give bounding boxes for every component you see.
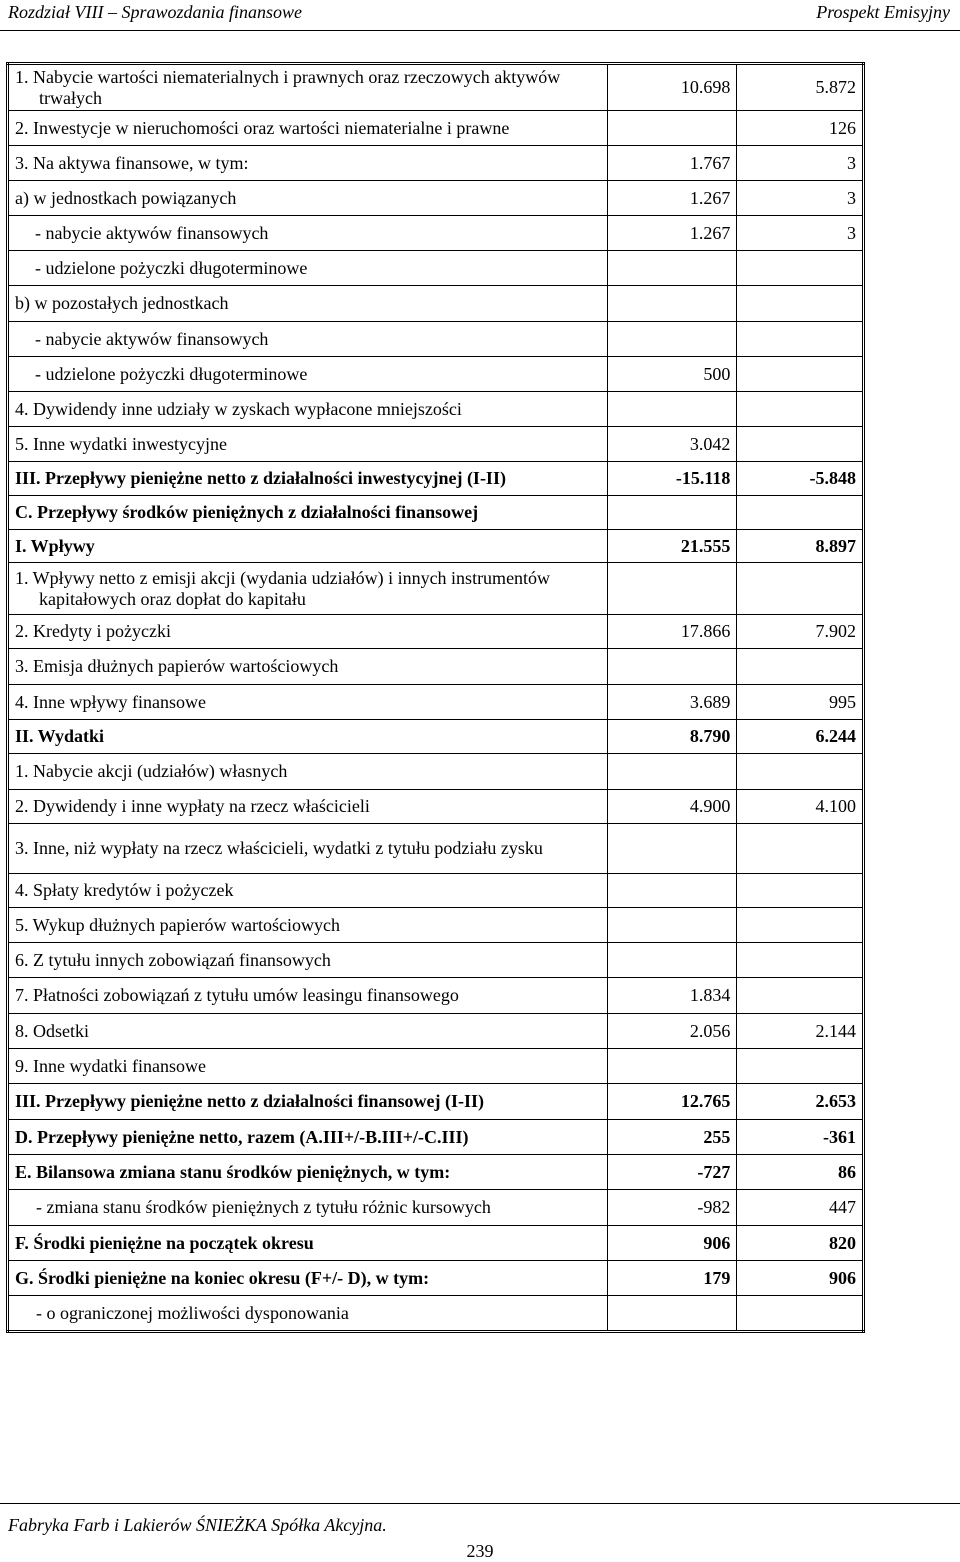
value-col1: 2.056 <box>607 1014 737 1049</box>
row-label: - udzielone pożyczki długoterminowe <box>8 357 608 392</box>
value-col1 <box>607 1049 737 1084</box>
value-col1: 1.834 <box>607 978 737 1014</box>
value-col1 <box>607 251 737 286</box>
value-col2: 126 <box>737 111 864 146</box>
value-col1: 1.267 <box>607 181 737 216</box>
row-label: 2. Dywidendy i inne wypłaty na rzecz właścicieli <box>8 790 608 824</box>
value-col2 <box>737 286 864 322</box>
table-row <box>8 462 864 496</box>
value-col1: 255 <box>607 1120 737 1155</box>
value-col1: 10.698 <box>607 64 737 111</box>
table-row <box>8 1190 864 1226</box>
value-col2 <box>737 754 864 790</box>
table-row <box>8 1261 864 1296</box>
value-col1 <box>607 1296 737 1332</box>
value-col1: -15.118 <box>607 462 737 496</box>
table-row <box>8 563 864 615</box>
value-col1: -982 <box>607 1190 737 1226</box>
value-col1: 12.765 <box>607 1084 737 1120</box>
value-col2: 7.902 <box>737 615 864 649</box>
value-col2: 3 <box>737 181 864 216</box>
row-label: 4. Inne wpływy finansowe <box>8 685 608 720</box>
table-row <box>8 720 864 754</box>
table-row <box>8 1120 864 1155</box>
row-label: a) w jednostkach powiązanych <box>8 181 608 216</box>
value-col1 <box>607 563 737 615</box>
table-row <box>8 392 864 427</box>
row-label: 2. Kredyty i pożyczki <box>8 615 608 649</box>
row-label: 3. Na aktywa finansowe, w tym: <box>8 146 608 181</box>
table-row <box>8 1296 864 1332</box>
header-rule <box>0 30 960 31</box>
value-col1 <box>607 649 737 685</box>
table-row <box>8 216 864 251</box>
table-row <box>8 286 864 322</box>
table-row <box>8 754 864 790</box>
value-col2: 4.100 <box>737 790 864 824</box>
table-row <box>8 64 864 111</box>
footer-rule <box>0 1503 960 1504</box>
value-col1: 21.555 <box>607 530 737 563</box>
cash-flow-table <box>6 62 865 1333</box>
table-row <box>8 978 864 1014</box>
table-row <box>8 1226 864 1261</box>
row-label: - nabycie aktywów finansowych <box>8 322 608 357</box>
row-label: I. Wpływy <box>8 530 608 563</box>
table-row <box>8 251 864 286</box>
row-label: G. Środki pieniężne na koniec okresu (F+/- D), w tym: <box>8 1261 608 1296</box>
value-col1: 3.689 <box>607 685 737 720</box>
row-label: - nabycie aktywów finansowych <box>8 216 608 251</box>
value-col2 <box>737 322 864 357</box>
value-col2: 906 <box>737 1261 864 1296</box>
value-col2: 2.144 <box>737 1014 864 1049</box>
row-label: 4. Dywidendy inne udziały w zyskach wypłacone mniejszości <box>8 392 608 427</box>
value-col1: 8.790 <box>607 720 737 754</box>
table-row <box>8 824 864 874</box>
row-label: 1. Nabycie akcji (udziałów) własnych <box>8 754 608 790</box>
value-col2 <box>737 427 864 462</box>
value-col2: 820 <box>737 1226 864 1261</box>
value-col2: -5.848 <box>737 462 864 496</box>
row-label: - o ograniczonej możliwości dysponowania <box>8 1296 608 1332</box>
table-row <box>8 1014 864 1049</box>
table-row <box>8 530 864 563</box>
value-col1 <box>607 111 737 146</box>
row-label: II. Wydatki <box>8 720 608 754</box>
value-col2: -361 <box>737 1120 864 1155</box>
table-row <box>8 322 864 357</box>
value-col2 <box>737 357 864 392</box>
value-col2: 5.872 <box>737 64 864 111</box>
row-label: 3. Inne, niż wypłaty na rzecz właścicieli, wydatki z tytułu podziału zysku <box>8 824 608 874</box>
value-col2 <box>737 496 864 530</box>
value-col1: 1.767 <box>607 146 737 181</box>
row-label: 1. Nabycie wartości niematerialnych i prawnych oraz rzeczowych aktywów trwałych <box>8 64 608 111</box>
value-col1 <box>607 286 737 322</box>
table-row <box>8 111 864 146</box>
value-col1: 1.267 <box>607 216 737 251</box>
value-col2 <box>737 874 864 908</box>
value-col2 <box>737 908 864 943</box>
table-row <box>8 1049 864 1084</box>
table-row <box>8 790 864 824</box>
row-label: 8. Odsetki <box>8 1014 608 1049</box>
value-col1 <box>607 824 737 874</box>
table-row <box>8 649 864 685</box>
value-col1 <box>607 322 737 357</box>
row-label: 4. Spłaty kredytów i pożyczek <box>8 874 608 908</box>
value-col1: -727 <box>607 1155 737 1190</box>
value-col1: 3.042 <box>607 427 737 462</box>
value-col2 <box>737 251 864 286</box>
value-col2 <box>737 978 864 1014</box>
value-col2: 6.244 <box>737 720 864 754</box>
value-col2 <box>737 824 864 874</box>
value-col2: 8.897 <box>737 530 864 563</box>
value-col2 <box>737 943 864 978</box>
value-col2: 3 <box>737 146 864 181</box>
footer-company: Fabryka Farb i Lakierów ŚNIEŻKA Spółka Akcyjna. <box>8 1515 387 1535</box>
table-row <box>8 908 864 943</box>
value-col2 <box>737 1296 864 1332</box>
value-col2 <box>737 392 864 427</box>
cash-flow-table-wrap <box>6 62 865 1333</box>
value-col1 <box>607 392 737 427</box>
row-label: 5. Wykup dłużnych papierów wartościowych <box>8 908 608 943</box>
value-col1 <box>607 943 737 978</box>
value-col2: 995 <box>737 685 864 720</box>
value-col2 <box>737 1049 864 1084</box>
value-col2 <box>737 563 864 615</box>
table-row <box>8 1084 864 1120</box>
row-label: E. Bilansowa zmiana stanu środków pieniężnych, w tym: <box>8 1155 608 1190</box>
row-label: III. Przepływy pieniężne netto z działalności finansowej (I-II) <box>8 1084 608 1120</box>
table-row <box>8 943 864 978</box>
row-label: 9. Inne wydatki finansowe <box>8 1049 608 1084</box>
header-document: Prospekt Emisyjny <box>816 2 950 22</box>
row-label: 3. Emisja dłużnych papierów wartościowych <box>8 649 608 685</box>
value-col1 <box>607 754 737 790</box>
table-row <box>8 427 864 462</box>
row-label: D. Przepływy pieniężne netto, razem (A.III+/-B.III+/-C.III) <box>8 1120 608 1155</box>
row-label: 1. Wpływy netto z emisji akcji (wydania udziałów) i innych instrumentów kapitałowych oraz dopłat do kapitału <box>8 563 608 615</box>
row-label: 5. Inne wydatki inwestycyjne <box>8 427 608 462</box>
row-label: 2. Inwestycje w nieruchomości oraz wartości niematerialne i prawne <box>8 111 608 146</box>
value-col1: 4.900 <box>607 790 737 824</box>
value-col2: 86 <box>737 1155 864 1190</box>
value-col2: 447 <box>737 1190 864 1226</box>
table-row <box>8 357 864 392</box>
row-label: 6. Z tytułu innych zobowiązań finansowych <box>8 943 608 978</box>
header-chapter: Rozdział VIII – Sprawozdania finansowe <box>8 2 303 22</box>
value-col2: 2.653 <box>737 1084 864 1120</box>
table-row <box>8 181 864 216</box>
value-col1 <box>607 496 737 530</box>
row-label: - zmiana stanu środków pieniężnych z tytułu różnic kursowych <box>8 1190 608 1226</box>
page-number: 239 <box>466 1541 494 1561</box>
value-col1 <box>607 874 737 908</box>
row-label: III. Przepływy pieniężne netto z działalności inwestycyjnej (I-II) <box>8 462 608 496</box>
value-col1: 179 <box>607 1261 737 1296</box>
table-row <box>8 496 864 530</box>
table-row <box>8 615 864 649</box>
table-row <box>8 146 864 181</box>
row-label: 7. Płatności zobowiązań z tytułu umów leasingu finansowego <box>8 978 608 1014</box>
value-col1: 500 <box>607 357 737 392</box>
table-row <box>8 685 864 720</box>
row-label: b) w pozostałych jednostkach <box>8 286 608 322</box>
row-label: C. Przepływy środków pieniężnych z działalności finansowej <box>8 496 608 530</box>
page-header <box>0 0 960 34</box>
value-col1 <box>607 908 737 943</box>
value-col2 <box>737 649 864 685</box>
value-col2: 3 <box>737 216 864 251</box>
row-label: - udzielone pożyczki długoterminowe <box>8 251 608 286</box>
value-col1: 906 <box>607 1226 737 1261</box>
value-col1: 17.866 <box>607 615 737 649</box>
table-row <box>8 1155 864 1190</box>
row-label: F. Środki pieniężne na początek okresu <box>8 1226 608 1261</box>
table-row <box>8 874 864 908</box>
